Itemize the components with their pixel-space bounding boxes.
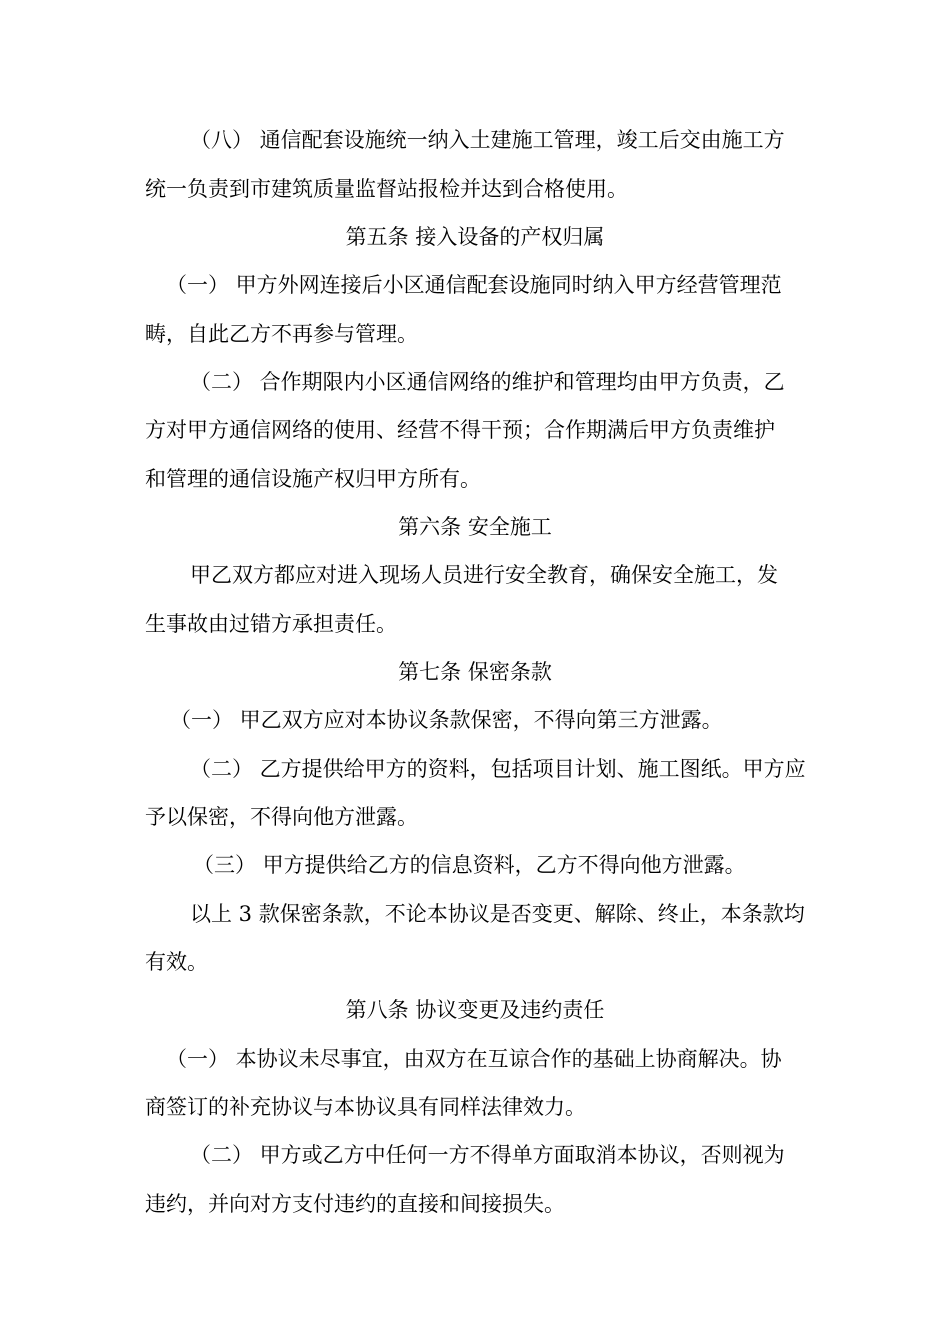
article-6-heading: 第六条 安全施工	[398, 515, 552, 539]
clause-5-1-line-1: （一） 甲方外网连接后小区通信配套设施同时纳入甲方经营管理范	[166, 273, 782, 297]
clause-5-2-line-2: 方对甲方通信网络的使用、经营不得干预；合作期满后甲方负责维护	[145, 418, 775, 442]
clause-5-1-line-2: 畴，自此乙方不再参与管理。	[145, 322, 418, 346]
clause-8-8-line-1: （八） 通信配套设施统一纳入土建施工管理，竣工后交由施工方	[190, 128, 785, 152]
clause-8-1-line-1: （一） 本协议未尽事宜，由双方在互谅合作的基础上协商解决。协	[166, 1047, 782, 1071]
article-8-heading: 第八条 协议变更及违约责任	[345, 998, 605, 1022]
article-7-summary-line-2: 有效。	[145, 950, 208, 974]
article-5-heading: 第五条 接入设备的产权归属	[345, 225, 605, 249]
clause-8-1-line-2: 商签订的补充协议与本协议具有同样法律效力。	[145, 1095, 586, 1119]
clause-7-2-line-2: 予以保密，不得向他方泄露。	[145, 805, 418, 829]
article-7-heading: 第七条 保密条款	[398, 660, 552, 684]
clause-7-2-line-1: （二） 乙方提供给甲方的资料，包括项目计划、施工图纸。甲方应	[190, 757, 806, 781]
clause-7-1-line-1: （一） 甲乙双方应对本协议条款保密，不得向第三方泄露。	[170, 708, 723, 732]
clause-5-2-line-3: 和管理的通信设施产权归甲方所有。	[145, 467, 481, 491]
clause-8-8-line-2: 统一负责到市建筑质量监督站报检并达到合格使用。	[145, 177, 628, 201]
article-6-body-line-1: 甲乙双方都应对进入现场人员进行安全教育，确保安全施工，发	[190, 563, 778, 587]
article-7-summary-line-1: 以上 3 款保密条款，不论本协议是否变更、解除、终止，本条款均	[190, 902, 805, 926]
clause-8-2-line-2: 违约，并向对方支付违约的直接和间接损失。	[145, 1192, 565, 1216]
clause-7-3-line-1: （三） 甲方提供给乙方的信息资料，乙方不得向他方泄露。	[193, 853, 746, 877]
clause-8-2-line-1: （二） 甲方或乙方中任何一方不得单方面取消本协议，否则视为	[190, 1143, 785, 1167]
clause-5-2-line-1: （二） 合作期限内小区通信网络的维护和管理均由甲方负责，乙	[190, 370, 785, 394]
article-6-body-line-2: 生事故由过错方承担责任。	[145, 612, 397, 636]
